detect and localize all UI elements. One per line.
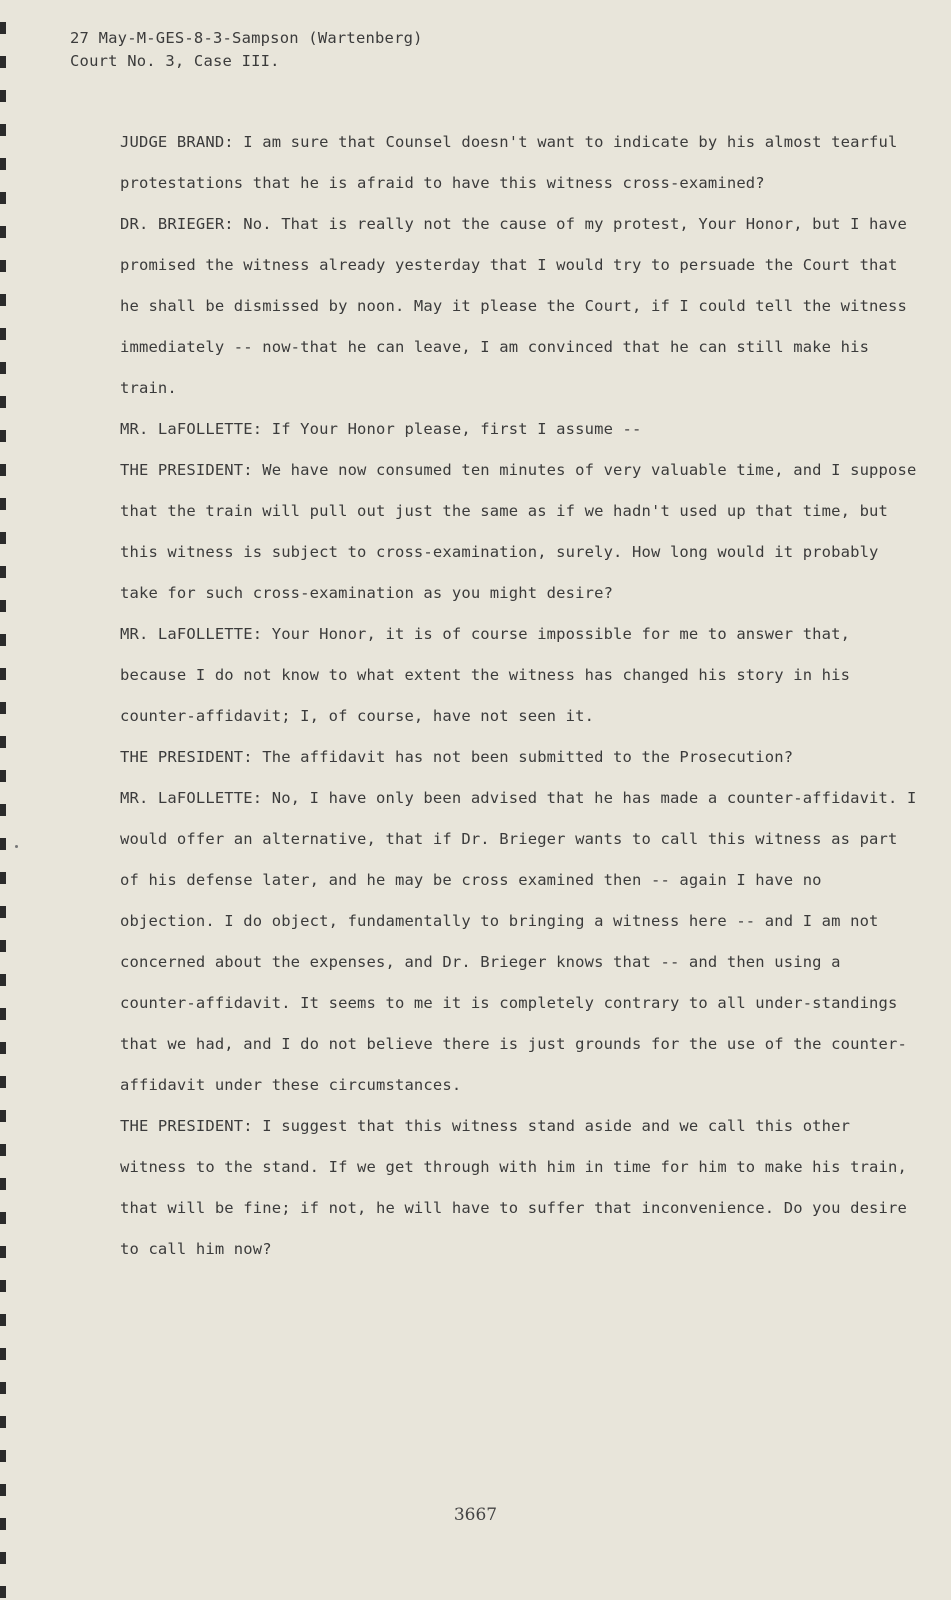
transcript-body bbox=[68, 122, 918, 1270]
binding-edge bbox=[0, 0, 6, 1600]
paragraph: JUDGE BRAND: I am sure that Counsel doesn't want to indicate by his almost tearful protestations that he is afraid to have this witness cross-examined? bbox=[120, 133, 898, 192]
header-line-1: 27 May-M-GES-8-3-Sampson (Wartenberg) bbox=[70, 29, 423, 47]
document-header bbox=[70, 27, 423, 73]
paragraph: MR. LaFOLLETTE: Your Honor, it is of course impossible for me to answer that, because I do not know to what extent the witness has changed his story in his counter-affidavit; I, of course, have not seen it. bbox=[120, 625, 851, 725]
paragraph: THE PRESIDENT: The affidavit has not been submitted to the Prosecution? bbox=[120, 748, 794, 766]
paragraph: MR. LaFOLLETTE: If Your Honor please, first I assume -- bbox=[120, 420, 642, 438]
paragraph: MR. LaFOLLETTE: No, I have only been advised that he has made a counter-affidavit. I would offer an alternative, that if Dr. Brieger wants to call this witness as part of his defense later, and he may be cross examined then -- again I have no objection. I do object, fundamentally to bringing a witness here -- and I am not concerned about the expenses, and Dr. Brieger knows that -- and then using a counter-affidavit. It seems to me it is completely contrary to all under-standings that we had, and I do not believe there is just grounds for the use of the counter-affidavit under these circumstances. bbox=[120, 789, 917, 1094]
paragraph: THE PRESIDENT: We have now consumed ten minutes of very valuable time, and I suppose that the train will pull out just the same as if we hadn't used up that time, but this witness is subject to cross-examination, surely. How long would it probably take for such cross-examination as you might desire? bbox=[120, 461, 917, 602]
paper-speck bbox=[15, 845, 18, 848]
page-number: 3667 bbox=[453, 1505, 498, 1525]
header-line-2: Court No. 3, Case III. bbox=[70, 52, 280, 70]
paragraph: DR. BRIEGER: No. That is really not the cause of my protest, Your Honor, but I have promised the witness already yesterday that I would try to persuade the Court that he shall be dismissed by noon. May it please the Court, if I could tell the witness immediately -- now-that he can leave, I am convinced that he can still make his train. bbox=[120, 215, 907, 397]
paragraph: THE PRESIDENT: I suggest that this witness stand aside and we call this other witness to the stand. If we get through with him in time for him to make his train, that will be fine; if not, he will have to suffer that inconvenience. Do you desire to call him now? bbox=[120, 1117, 907, 1258]
